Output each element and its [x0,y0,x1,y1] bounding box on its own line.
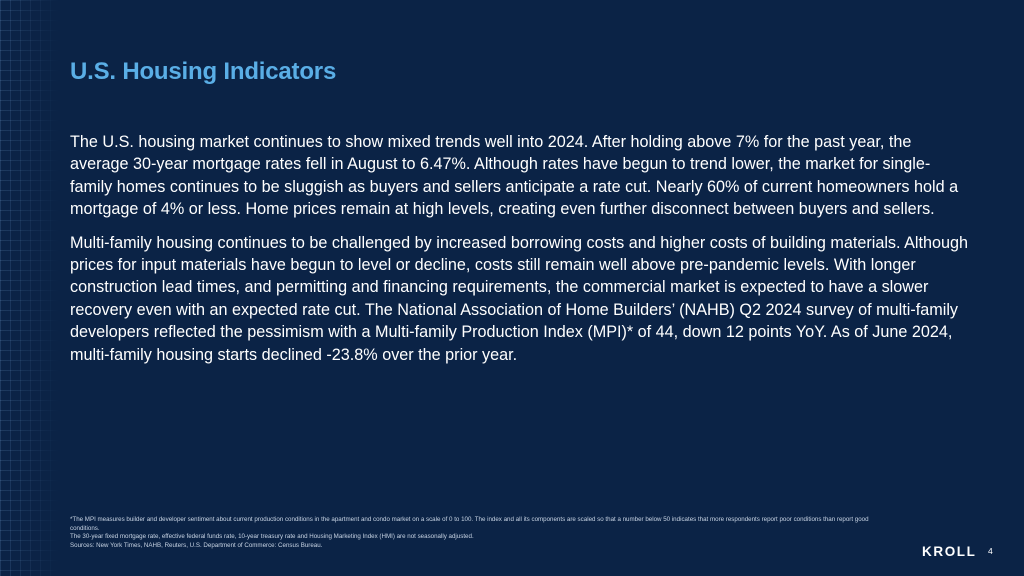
grid-decoration [0,0,60,576]
footnote-sources: Sources: New York Times, NAHB, Reuters, U.S. Department of Commerce: Census Bureau. [70,541,323,549]
paragraph-multi-family: Multi-family housing continues to be challenged by increased borrowing costs and higher costs of building materials. Although prices for input materials have begun to level or decline, costs still remain well above pre-pandemic levels. With longer construction lead times, and permitting and financing requirements, the commercial market is expected to have a slower recovery even with an expected rate cut. The National Association of Home Builders’ (NAHB) Q2 2024 survey of multi-family developers reflected the pessimism with a Multi-family Production Index (MPI)* of 44, down 12 points YoY. As of June 2024, multi-family housing starts declined -23.8% over the prior year. [70,233,969,364]
page-title: U.S. Housing Indicators [70,58,337,85]
page-number: 4 [988,546,993,556]
kroll-logo: KROLL [922,544,977,559]
footnote-seasonal: The 30-year fixed mortgage rate, effective federal funds rate, 10-year treasury rate and Housing Marketing Index (HMI) are not seasonally adjusted. [70,533,474,541]
slide-body [70,131,970,377]
footnote-mpi: *The MPI measures builder and developer sentiment about current production conditions in the apartment and condo market on a scale of 0 to 100. The index and all its components are scaled so that a number below 50 indicates that more respondents report poor conditions than report good conditions. [70,516,869,532]
paragraph-single-family: The U.S. housing market continues to show mixed trends well into 2024. After holding above 7% for the past year, the average 30-year mortgage rates fell in August to 6.47%. Although rates have begun to trend lower, the market for single-family homes continues to be sluggish as buyers and sellers anticipate a rate cut. Nearly 60% of current homeowners hold a mortgage of 4% or less. Home prices remain at high levels, creating even further disconnect between buyers and sellers. [70,133,959,219]
footnotes [70,516,870,550]
